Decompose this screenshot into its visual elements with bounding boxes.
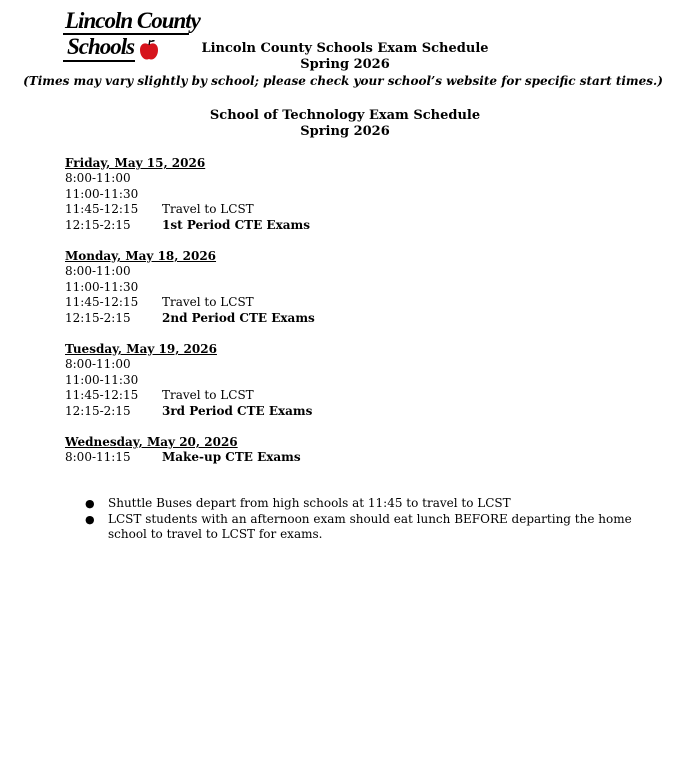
day-block — [65, 155, 310, 248]
activity-label: Make-up CTE Exams — [162, 450, 301, 464]
schedule-row — [65, 187, 238, 203]
day-title: Monday, May 18, 2026 — [65, 249, 217, 263]
day-block — [65, 434, 301, 466]
activity-label: Travel to LCST — [162, 388, 254, 402]
schedule-row — [65, 310, 315, 327]
bullet-icon: ● — [85, 497, 95, 510]
schedule-row — [65, 171, 238, 187]
list-item — [85, 496, 635, 511]
time-slot: 8:00-11:00 — [65, 171, 131, 185]
schedule-row — [65, 450, 301, 466]
time-slot: 8:00-11:00 — [65, 357, 131, 371]
logo-line-1: Lincoln County — [65, 8, 200, 33]
time-slot: 8:00-11:15 — [65, 450, 131, 464]
time-slot: 11:00-11:30 — [65, 279, 139, 294]
day-block — [65, 248, 315, 341]
bullet-text: Shuttle Buses depart from high schools at 11:45 to travel to LCST — [108, 496, 511, 510]
schedule-row — [65, 295, 254, 311]
day-title: Tuesday, May 19, 2026 — [65, 342, 217, 356]
day-title: Wednesday, May 20, 2026 — [65, 435, 238, 449]
logo-line-2: Schools — [67, 34, 135, 59]
schedule-row — [65, 403, 313, 420]
time-slot: 11:45-12:15 — [65, 388, 139, 402]
time-slot: 12:15-2:15 — [65, 217, 131, 232]
time-slot: 11:00-11:30 — [65, 372, 139, 387]
activity-label: 1st Period CTE Exams — [162, 217, 310, 232]
spacer — [65, 326, 238, 341]
subheader-term: Spring 2026 — [300, 124, 390, 139]
schedule-row — [65, 202, 254, 218]
activity-label: 3rd Period CTE Exams — [162, 403, 313, 418]
spacer — [65, 419, 238, 434]
schedule-row — [65, 357, 238, 373]
day-title: Friday, May 15, 2026 — [65, 156, 206, 170]
time-slot: 12:15-2:15 — [65, 403, 131, 418]
activity-label: Travel to LCST — [162, 202, 254, 216]
bullet-text: LCST students with an afternoon exam should eat lunch BEFORE departing the home school to travel to LCST for exams. — [108, 512, 632, 541]
page-title: Lincoln County Schools Exam Schedule — [201, 41, 489, 56]
day-block — [65, 341, 313, 434]
page-term: Spring 2026 — [300, 57, 390, 72]
schedule-row — [65, 373, 238, 389]
notes-list — [85, 496, 635, 543]
time-slot: 11:45-12:15 — [65, 202, 139, 216]
activity-label: 2nd Period CTE Exams — [162, 310, 315, 325]
time-slot: 11:45-12:15 — [65, 295, 139, 309]
list-item — [85, 512, 635, 542]
schedule-row — [65, 388, 254, 404]
exam-schedule — [65, 155, 315, 466]
schedule-row — [65, 217, 310, 234]
time-slot: 11:00-11:30 — [65, 186, 139, 201]
time-slot: 8:00-11:00 — [65, 264, 131, 278]
time-slot: 12:15-2:15 — [65, 310, 131, 325]
schedule-row — [65, 280, 238, 296]
schedule-row — [65, 264, 238, 280]
bullet-icon: ● — [85, 513, 95, 526]
subheader-title: School of Technology Exam Schedule — [209, 108, 481, 123]
schedule-note: (Times may vary slightly by school; please check your school’s website for specific start times.) — [23, 74, 663, 88]
spacer — [65, 233, 238, 248]
activity-label: Travel to LCST — [162, 295, 254, 309]
